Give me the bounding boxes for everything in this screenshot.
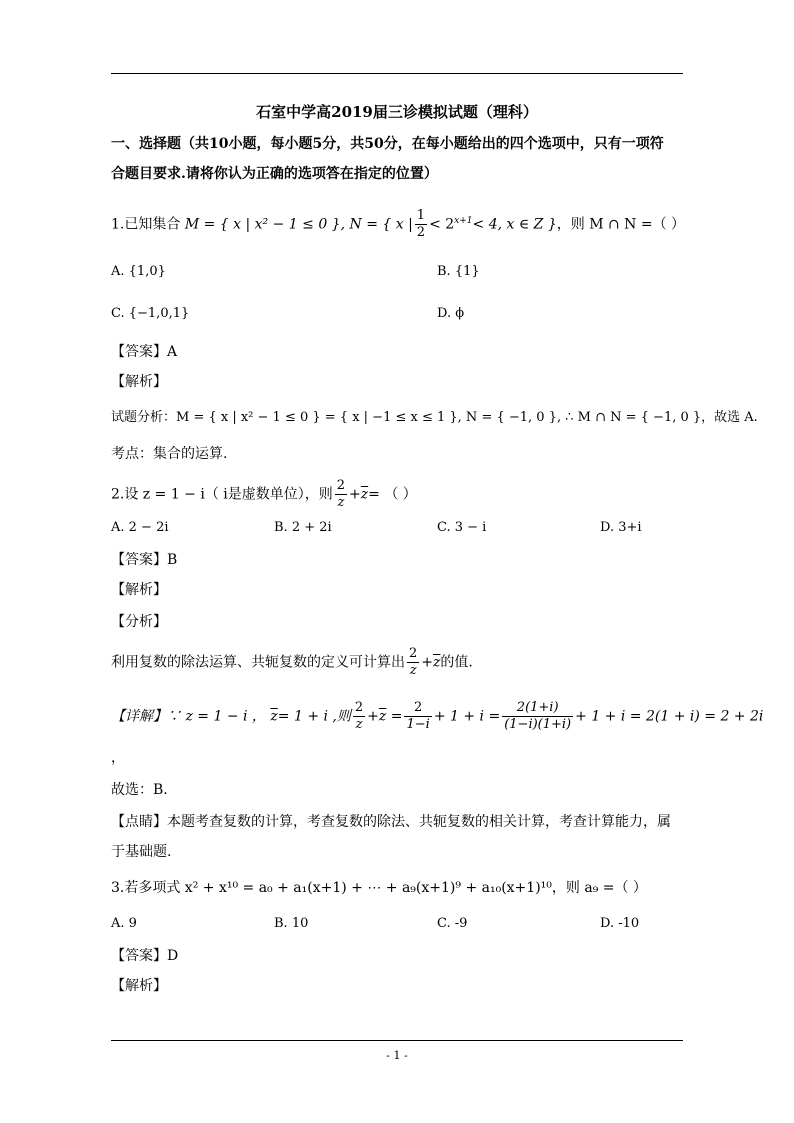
q1-set-n-tail: < 4, x ∈ Z } — [472, 216, 557, 233]
q3-option-a: A. 9 — [111, 916, 137, 931]
q3-option-d: D. -10 — [600, 916, 640, 931]
q2-analysis-label: 【解析】 — [111, 582, 167, 598]
q2-xiangjie: 【详解】∵ z = 1 − i ， $\overline{z}= 1 + i$ ,则 $\frac{2}{z}$ $+\overline{z}$ = $\frac{2}{1-i}$ + 1 + i = $\frac{2(1+i)}{(1-i)(1+i)}$ + 1 + i = 2(1 + i) = 2 + 2i — [111, 700, 764, 732]
q2-stem: 2.设 z = 1 − i（ i是虚数单位），则 $\frac{2}{z}$ $+\overline{z}=$ （ ） — [111, 478, 417, 510]
q2-option-b: B. 2 + 2i — [274, 520, 332, 535]
q1-analysis-label: 【解析】 — [111, 374, 167, 390]
footer-rule — [111, 1040, 683, 1041]
q2-option-d: D. 3+i — [600, 520, 642, 535]
q2-fenxi-post: 的值. — [440, 654, 473, 671]
q3-option-b: B. 10 — [274, 916, 309, 931]
q1-option-b: B. {1} — [437, 264, 480, 279]
q1-set-n-post: < 2 — [429, 216, 455, 233]
q1-suffix: ，则 M ∩ N =（ ） — [556, 216, 686, 233]
q2-fraction-2-over-z: $\frac{2}{z}$ — [336, 478, 346, 510]
q2-option-c: C. 3 − i — [437, 520, 487, 535]
q2-zbar: $\overline{z}$ — [360, 486, 369, 503]
page-number: - 1 - — [386, 1049, 408, 1062]
q1-analysis: 试题分析：M = { x | x² − 1 ≤ 0 } = { x | −1 ≤ x ≤ 1 }, N = { −1, 0 }, ∴ M ∩ N = { −1, 0 }，故选 A. — [111, 410, 758, 425]
q2-guxuan: 故选：B. — [111, 782, 168, 798]
q2-xiangjie-pre: 【详解】∵ z = 1 − i ， — [111, 708, 266, 725]
q2-comma: ， — [111, 750, 125, 766]
q3-stem: 3.若多项式 x² + x¹⁰ = a₀ + a₁(x+1) + ⋯ + a₉(x+1)⁹ + a₁₀(x+1)¹⁰，则 a₉ =（ ） — [111, 880, 647, 896]
q2-fenxi-fraction: $\frac{2}{z}$ — [409, 646, 418, 678]
q1-option-d: D. ϕ — [437, 306, 465, 321]
q2-xiangjie-tail: + 1 + i = 2(1 + i) = 2 + 2i — [575, 708, 764, 725]
q3-analysis-label: 【解析】 — [111, 978, 167, 994]
q1-kaodian: 考点：集合的运算. — [111, 446, 228, 462]
q3-answer: 【答案】D — [111, 948, 179, 964]
section-heading-line1: 一、选择题（共10小题，每小题5分，共50分，在每小题给出的四个选项中，只有一项符 — [111, 136, 664, 152]
header-rule — [111, 73, 683, 74]
q2-xiangjie-eq: + 1 + i = — [433, 708, 501, 725]
q1-set-n-exp: x+1 — [454, 215, 473, 226]
q1-fraction-half: $\frac{1}{2}$ — [416, 208, 426, 240]
q1-prefix: 1.已知集合 — [111, 216, 181, 233]
q1-set-n-pre: , N = { x | — [340, 216, 413, 233]
q2-suffix: = （ ） — [368, 486, 417, 503]
q2-prefix: 2.设 z = 1 − i（ i是虚数单位），则 — [111, 486, 333, 503]
q1-option-c: C. {−1,0,1} — [111, 306, 190, 321]
q2-xiangjie-zbar: = 1 + i ,则 — [277, 708, 351, 725]
q2-fenxi-pre: 利用复数的除法运算、共轭复数的定义可计算出 — [111, 654, 405, 671]
q2-option-a: A. 2 − 2i — [111, 520, 169, 535]
section-heading-line2: 合题目要求.请将你认为正确的选项答在指定的位置） — [111, 166, 438, 182]
q2-xiangjie-big-fraction: $\frac{2(1+i)}{(1-i)(1+i)}$ — [504, 700, 572, 732]
q2-fenxi: 利用复数的除法运算、共轭复数的定义可计算出 $\frac{2}{z}$ $+\overline{z}$的值. — [111, 646, 473, 678]
q1-stem — [111, 208, 685, 241]
q1-answer: 【答案】A — [111, 344, 178, 360]
q2-dianjing-line2: 于基础题. — [111, 844, 172, 860]
q1-set-m: M = { x | x² − 1 ≤ 0 } — [184, 216, 341, 233]
page-title: 石室中学高2019届三诊模拟试题（理科） — [256, 103, 538, 121]
q2-dianjing-line1: 【点睛】本题考查复数的计算，考查复数的除法、共轭复数的相关计算，考查计算能力，属 — [111, 814, 671, 830]
q1-option-a: A. {1,0} — [111, 264, 166, 279]
q3-option-c: C. -9 — [437, 916, 468, 931]
q2-fenxi-label: 【分析】 — [111, 614, 167, 630]
q2-answer: 【答案】B — [111, 552, 178, 568]
